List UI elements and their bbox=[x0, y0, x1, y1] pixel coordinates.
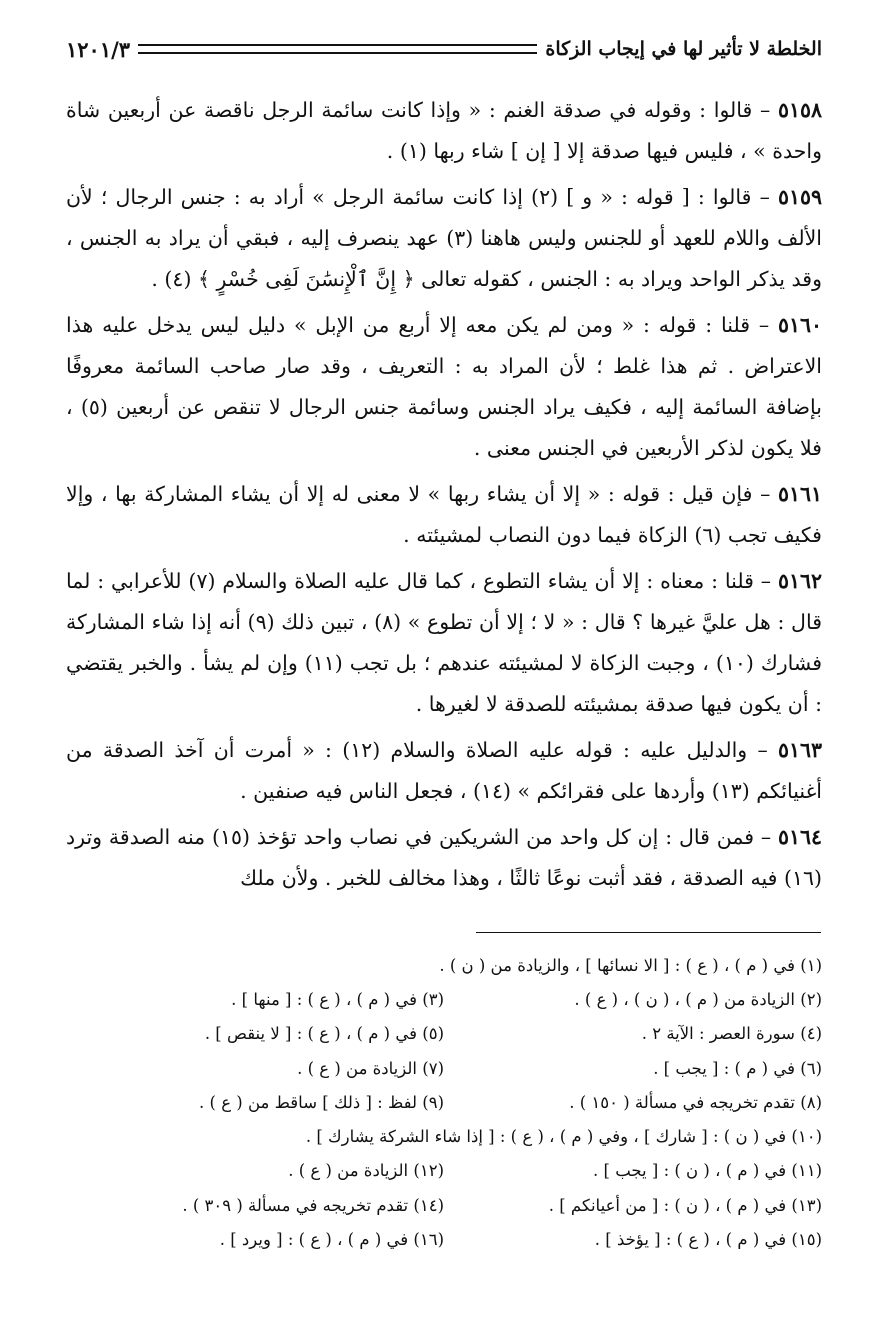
footnote-4: (٤) سورة العصر : الآية ٢ . bbox=[641, 1024, 822, 1044]
paragraph-number: ٥١٥٨ bbox=[777, 98, 822, 122]
paragraph-text: – قالوا : [ قوله : « و ] (٢) إذا كانت سائمة الرجل » أراد به : جنس الرجال ؛ لأن الألف واللام للعهد أو للجنس وليس هاهنا (٣) عهد ينصرف إليه ، فبقي أن يراد به الجنس ، وقد يذكر الواحد ويراد به : الجنس ، كقوله تعالى ﴿ إِنَّ ٱلْإِنسَٰنَ لَفِى خُسْرٍ ﴾ (٤) . bbox=[66, 185, 822, 291]
paragraph-5161 bbox=[66, 474, 822, 556]
paragraph-text: – والدليل عليه : قوله عليه الصلاة والسلام (١٢) : « أمرت أن آخذ الصدقة من أغنيائكم (١٣) وأردها على فقرائكم » (١٤) ، فجعل الناس فيه صنفين . bbox=[66, 738, 822, 803]
paragraph-text: – قالوا : وقوله في صدقة الغنم : « وإذا كانت سائمة الرجل ناقصة عن أربعين شاة واحدة » ، فليس فيها صدقة إلا [ إن ] شاء ربها (١) . bbox=[66, 98, 822, 163]
paragraph-5158 bbox=[66, 90, 822, 172]
paragraph-5164 bbox=[66, 817, 822, 899]
footnote-8: (٨) تقدم تخريجه في مسألة ( ١٥٠ ) . bbox=[569, 1092, 822, 1112]
footnote-15: (١٥) في ( م ) ، ( ع ) : [ يؤخذ ] . bbox=[594, 1230, 822, 1250]
main-text bbox=[66, 90, 822, 904]
footnote-3: (٣) في ( م ) ، ( ع ) : [ منها ] . bbox=[231, 989, 444, 1009]
running-header bbox=[66, 32, 822, 66]
footnote-14: (١٤) تقدم تخريجه في مسألة ( ٣٠٩ ) . bbox=[182, 1195, 444, 1215]
header-rule bbox=[138, 44, 537, 54]
footnote-11: (١١) في ( م ) ، ( ن ) : [ يجب ] . bbox=[593, 1161, 822, 1181]
paragraph-text: – قلنا : معناه : إلا أن يشاء التطوع ، كما قال عليه الصلاة والسلام (٧) للأعرابي : لما قال : هل عليَّ غيرها ؟ قال : « لا ؛ إلا أن تطوع » (٨) ، تبين ذلك (٩) أنه إذا شاء المشاركة فشارك (١٠) ، وجبت الزكاة لا لمشيئته عندهم ؛ بل تجب (١١) وإن لم يشأ . والخبر يقتضي : أن يكون فيها صدقة بمشيئته للصدقة لا لغيرها . bbox=[66, 569, 823, 716]
paragraph-number: ٥١٦٠ bbox=[777, 313, 822, 337]
paragraph-number: ٥١٦٢ bbox=[777, 569, 822, 593]
footnote-separator bbox=[476, 932, 821, 933]
footnote-7: (٧) الزيادة من ( ع ) . bbox=[297, 1058, 444, 1078]
footnote-6: (٦) في ( م ) : [ يجب ] . bbox=[653, 1058, 822, 1078]
footnote-5: (٥) في ( م ) ، ( ع ) : [ لا ينقص ] . bbox=[204, 1024, 444, 1044]
paragraph-5159 bbox=[66, 177, 822, 300]
footnotes bbox=[66, 948, 822, 1257]
paragraph-number: ٥١٦٤ bbox=[777, 825, 822, 849]
paragraph-text: – فمن قال : إن كل واحد من الشريكين في نصاب واحد تؤخذ (١٥) منه الصدقة وترد (١٦) فيه الصدقة ، فقد أثبت نوعًا ثالثًا ، وهذا مخالف للخبر . ولأن ملك bbox=[66, 825, 822, 890]
page-number: ١٢٠١/٣ bbox=[66, 36, 131, 62]
paragraph-5163 bbox=[66, 730, 822, 812]
footnote-16: (١٦) في ( م ) ، ( ع ) : [ ويرد ] . bbox=[219, 1230, 444, 1250]
paragraph-5162 bbox=[66, 561, 822, 725]
paragraph-number: ٥١٥٩ bbox=[777, 185, 822, 209]
paragraph-number: ٥١٦١ bbox=[777, 482, 822, 506]
paragraph-text: – قلنا : قوله : « ومن لم يكن معه إلا أربع من الإبل » دليل ليس يدخل عليه هذا الاعتراض . ثم هذا غلط ؛ لأن المراد به : التعريف ، وقد صار صاحب السائمة معروفًا بإضافة السائمة إليه ، فكيف يراد الجنس وسائمة جنس الرجال لا تنقص عن أربعين (٥) ، فلا يكون لذكر الأربعين في الجنس معنى . bbox=[66, 313, 822, 460]
footnote-12: (١٢) الزيادة من ( ع ) . bbox=[288, 1161, 444, 1181]
footnote-10: (١٠) في ( ن ) : [ شارك ] ، وفي ( م ) ، ( ع ) : [ إذا شاء الشركة يشارك ] . bbox=[305, 1127, 822, 1147]
footnote-9: (٩) لفظ : [ ذلك ] ساقط من ( ع ) . bbox=[199, 1092, 444, 1112]
paragraph-5160 bbox=[66, 305, 822, 469]
footnote-1: (١) في ( م ) ، ( ع ) : [ الا نسائها ] ، والزيادة من ( ن ) . bbox=[439, 955, 822, 975]
header-title: الخلطة لا تأثير لها في إيجاب الزكاة bbox=[545, 38, 822, 60]
paragraph-number: ٥١٦٣ bbox=[777, 738, 822, 762]
footnote-2: (٢) الزيادة من ( م ) ، ( ن ) ، ( ع ) . bbox=[574, 989, 822, 1009]
paragraph-text: – فإن قيل : قوله : « إلا أن يشاء ربها » لا معنى له إلا أن يشاء المشاركة بها ، وإلا فكيف تجب (٦) الزكاة فيما دون النصاب لمشيئته . bbox=[66, 482, 822, 547]
footnote-13: (١٣) في ( م ) ، ( ن ) : [ من أعيانكم ] . bbox=[548, 1195, 822, 1215]
